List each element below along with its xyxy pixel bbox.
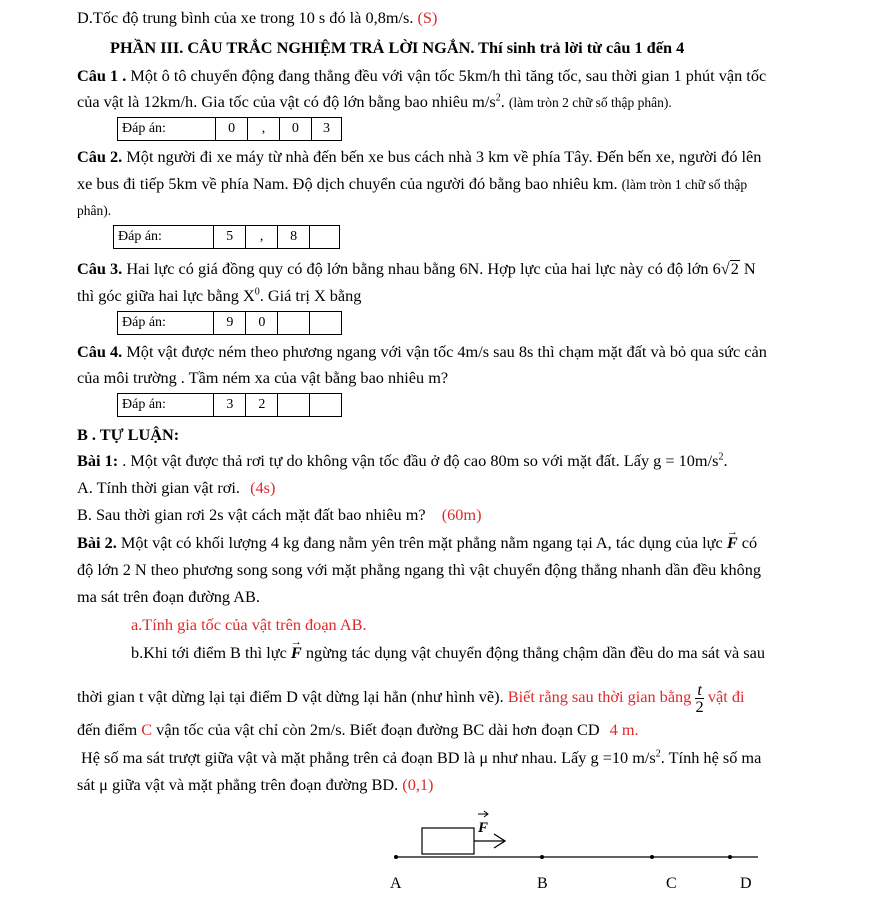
q2-answer-cell: 5 bbox=[214, 226, 246, 249]
section-b-heading: B . TỰ LUẬN: bbox=[77, 425, 180, 444]
q2-line-1 bbox=[77, 147, 761, 167]
point-a-label: A bbox=[390, 875, 402, 892]
q3-unit: N bbox=[743, 259, 756, 278]
q3-answer-cell bbox=[310, 312, 342, 335]
q1-text-1: Một ô tô chuyển động đang thẳng đều với vận tốc 5km/h thì tăng tốc, sau thời gian 1 phút vận tốc bbox=[130, 66, 767, 85]
fraction-numerator: t bbox=[697, 680, 702, 699]
q1-note: (làm tròn 2 chữ số thập phân). bbox=[508, 95, 672, 110]
q3-line-1: Câu 3. Hai lực có giá đồng quy có độ lớn bằng nhau bằng 6N. Hợp lực của hai lực này có độ lớn 6√2 N bbox=[77, 259, 756, 278]
bai2-text-6-red: Biết rằng sau thời gian bằng bbox=[507, 687, 692, 707]
q3-text-2: thì góc giữa hai lực bằng X bbox=[77, 286, 255, 305]
q1-answer-cell: 3 bbox=[311, 118, 341, 141]
q4-answer-cell bbox=[310, 394, 342, 417]
q4-line-1 bbox=[77, 342, 767, 362]
bai2-text-7-red: 4 m. bbox=[609, 720, 639, 739]
bai2-part-a: a.Tính gia tốc của vật trên đoạn AB. bbox=[131, 615, 367, 634]
bai1-part-a bbox=[77, 478, 275, 498]
bai2-line-3: ma sát trên đoạn đường AB. bbox=[77, 587, 260, 606]
bai2-text-1: Một vật có khối lượng 4 kg đang nằm yên trên mặt phẳng nằm ngang tại A, tác dụng của lực bbox=[120, 533, 723, 552]
point-c-dot bbox=[650, 855, 654, 859]
q2-note-2: phân). bbox=[77, 203, 112, 218]
point-c-label: C bbox=[666, 875, 677, 892]
q1-answer-cell: 0 bbox=[279, 118, 311, 141]
bai2-lead: Bài 2. bbox=[77, 533, 117, 552]
q3-answer-cell: 9 bbox=[214, 312, 246, 335]
bai2-answer: (0,1) bbox=[402, 775, 434, 794]
q2-answer-label: Đáp án: bbox=[114, 226, 214, 249]
bai1-a-answer: (4s) bbox=[250, 478, 276, 497]
point-d-dot bbox=[728, 855, 732, 859]
motion-diagram bbox=[380, 810, 780, 900]
q2-line-2 bbox=[77, 174, 747, 195]
bai2-b-start: b.Khi tới điểm B thì lực bbox=[131, 643, 287, 662]
q3-text-1: Hai lực có giá đồng quy có độ lớn bằng nhau bằng 6N. Hợp lực của hai lực này có độ lớn 6 bbox=[126, 259, 721, 278]
bai2-line-2: độ lớn 2 N theo phương song song với mặt phẳng ngang thì vật chuyển động thẳng nhanh dần đều không bbox=[77, 560, 762, 579]
q3-answer-cell bbox=[278, 312, 310, 335]
option-d-text: D.Tốc độ trung bình của xe trong 10 s đó là 0,8m/s. bbox=[77, 8, 414, 27]
fraction-t-over-2 bbox=[695, 682, 704, 715]
bai1-line-1 bbox=[77, 451, 728, 471]
q2-note: (làm tròn 1 chữ số thập bbox=[621, 177, 748, 192]
bai2-text-1-end: có bbox=[741, 533, 758, 552]
q4-lead: Câu 4. bbox=[77, 342, 123, 361]
q4-answer-box bbox=[117, 393, 342, 417]
q1-answer-cell: , bbox=[248, 118, 280, 141]
bai2-sup: 2 bbox=[655, 748, 661, 760]
q2-answer-cell: , bbox=[246, 226, 278, 249]
q2-text-1: Một người đi xe máy từ nhà đến bến xe bus cách nhà 3 km về phía Tây. Đến bến xe, người đó lên bbox=[126, 147, 762, 166]
q3-answer-box bbox=[117, 311, 342, 335]
block bbox=[422, 828, 474, 854]
bai2-text-7a: đến điểm bbox=[77, 720, 138, 739]
bai1-sup: 2 bbox=[718, 451, 724, 463]
bai2-text-6: thời gian t vật dừng lại tại điểm D vật dừng lại hẳn (như hình vẽ). bbox=[77, 687, 504, 707]
q1-lead: Câu 1 . bbox=[77, 66, 127, 85]
point-a-dot bbox=[394, 855, 398, 859]
bai1-end: . bbox=[723, 451, 728, 470]
q1-answer-cell: 0 bbox=[216, 118, 248, 141]
force-label: F bbox=[478, 820, 489, 836]
q4-answer-label: Đáp án: bbox=[118, 394, 214, 417]
force-vector-symbol: → F bbox=[291, 643, 302, 663]
bai1-a-text: A. Tính thời gian vật rơi. bbox=[77, 478, 240, 497]
bai1-lead: Bài 1: bbox=[77, 451, 119, 470]
section-3-heading: PHẦN III. CÂU TRẮC NGHIỆM TRẢ LỜI NGẮN. Thí sinh trả lời từ câu 1 đến 4 bbox=[110, 38, 685, 57]
q4-text-1: Một vật được ném theo phương ngang với vận tốc 4m/s sau 8s thì chạm mặt đất và bỏ qua sức cản bbox=[126, 342, 767, 361]
q4-answer-cell bbox=[278, 394, 310, 417]
bai2-text-7b: vận tốc của vật chỉ còn 2m/s. Biết đoạn đường BC dài hơn đoạn CD bbox=[156, 720, 600, 739]
point-b-label: B bbox=[537, 875, 548, 892]
fraction-denominator: 2 bbox=[695, 697, 704, 716]
bai1-text: . Một vật được thả rơi tự do không vận tốc đầu ở độ cao 80m so với mặt đất. Lấy g = 10m/s bbox=[122, 451, 719, 470]
q3-sqrt-value: 2 bbox=[730, 259, 739, 278]
bai2-line-8 bbox=[81, 748, 761, 768]
point-d-label: D bbox=[740, 875, 752, 892]
q2-answer-box bbox=[113, 225, 340, 249]
option-d-mark: (S) bbox=[417, 8, 438, 27]
force-vector-symbol: → F bbox=[727, 533, 738, 553]
q4-answer-cell: 3 bbox=[214, 394, 246, 417]
bai1-b-answer: (60m) bbox=[441, 505, 482, 524]
q1-answer-label: Đáp án: bbox=[118, 118, 216, 141]
q1-sup: 2 bbox=[495, 92, 501, 104]
bai2-line-6 bbox=[77, 682, 744, 715]
q4-answer-cell: 2 bbox=[246, 394, 278, 417]
q1-answer-box bbox=[117, 117, 342, 141]
q3-text-2b: . Giá trị X bằng bbox=[259, 286, 362, 305]
q2-answer-cell: 8 bbox=[278, 226, 310, 249]
bai1-part-b bbox=[77, 505, 482, 525]
bai2-text-8b: . Tính hệ số ma bbox=[660, 748, 762, 767]
q3-line-2 bbox=[77, 286, 361, 306]
bai2-text-6-red-2: vật đi bbox=[707, 687, 745, 707]
q1-line-1 bbox=[77, 66, 766, 86]
bai2-text-8: Hệ số ma sát trượt giữa vật và mặt phẳng trên cả đoạn BD là μ như nhau. Lấy g =10 m/s bbox=[81, 748, 656, 767]
q4-line-2: của môi trường . Tầm ném xa của vật bằng bao nhiêu m? bbox=[77, 368, 449, 387]
bai2-line-9 bbox=[77, 775, 433, 795]
q1-text-2b: . bbox=[500, 92, 505, 111]
bai2-b-rest: ngừng tác dụng vật chuyển động thẳng chậm dần đều do ma sát và sau bbox=[305, 643, 766, 662]
option-d-line bbox=[77, 8, 437, 28]
point-b-dot bbox=[540, 855, 544, 859]
bai2-line-7 bbox=[77, 720, 639, 740]
q1-text-2: của vật là 12km/h. Gia tốc của vật có độ lớn bằng bao nhiêu m/s bbox=[77, 92, 496, 111]
bai2-text-9: sát μ giữa vật và mặt phẳng trên đoạn đường BD. bbox=[77, 775, 399, 794]
q2-text-2: xe bus đi tiếp 5km về phía Nam. Độ dịch chuyển của người đó bằng bao nhiêu km. bbox=[77, 174, 618, 193]
q3-answer-label: Đáp án: bbox=[118, 312, 214, 335]
q3-sup: 0 bbox=[254, 286, 260, 298]
bai1-b-text: B. Sau thời gian rơi 2s vật cách mặt đất bao nhiêu m? bbox=[77, 505, 426, 524]
q3-answer-cell: 0 bbox=[246, 312, 278, 335]
q2-answer-cell bbox=[310, 226, 340, 249]
bai2-part-b bbox=[131, 643, 765, 663]
q1-line-2 bbox=[77, 92, 672, 113]
point-c-label-red: C bbox=[141, 720, 153, 739]
q2-lead: Câu 2. bbox=[77, 147, 123, 166]
bai2-line-1 bbox=[77, 533, 757, 553]
q3-lead: Câu 3. bbox=[77, 259, 123, 278]
